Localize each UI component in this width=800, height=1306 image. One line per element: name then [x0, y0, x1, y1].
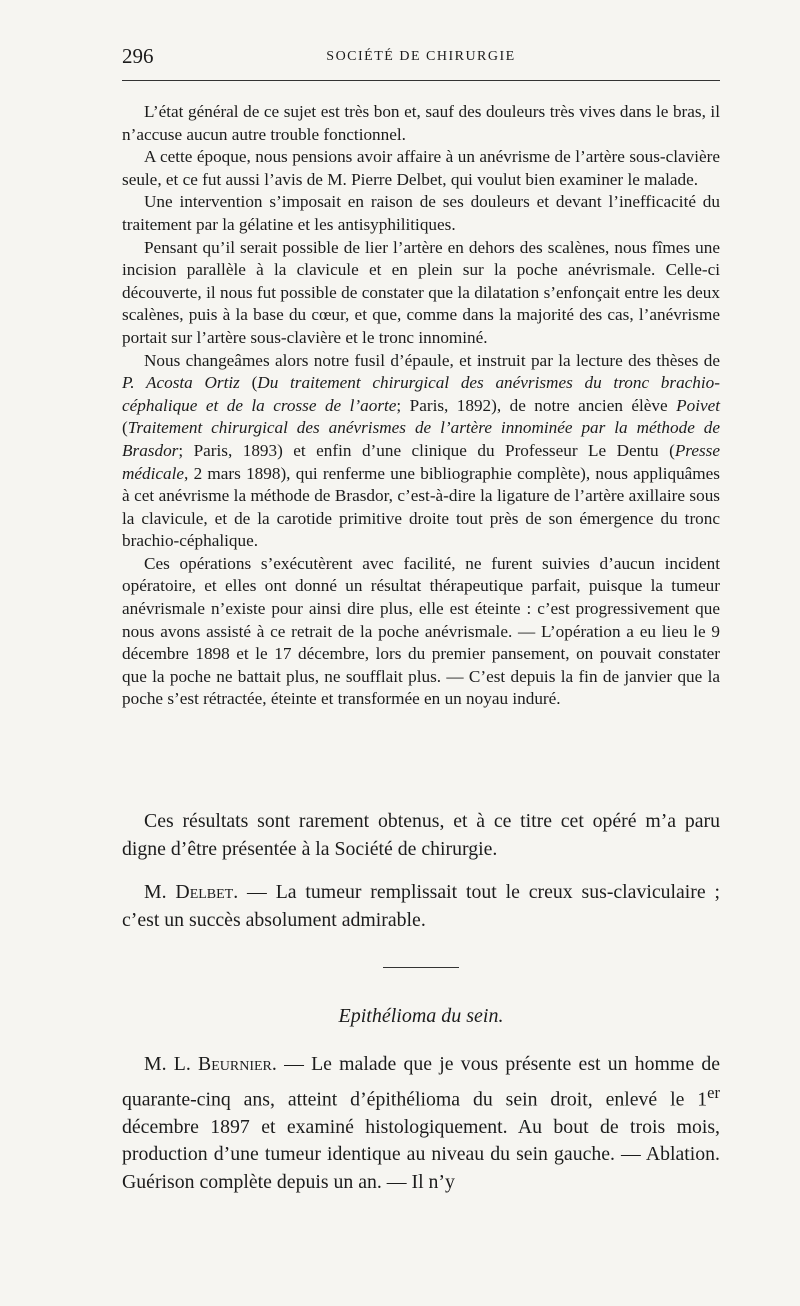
text-run: (	[122, 418, 128, 438]
speaker-prefix: M.	[144, 881, 176, 903]
paragraph-4: Pensant qu’il serait possible de lier l’artère en dehors des scalènes, nous fîmes une incision parallèle à la clavicule et en plein sur la poche anévrismale. Celle-ci découverte, il nous fut possible de constater que la dilatation s’enfonçait entre les deux scalènes, puis à la base du cœur, et que, comme dans la majorité des cas, l’anévrisme portait sur l’artère sous-clavière et le tronc innominé.	[122, 237, 720, 347]
paragraph-8	[122, 879, 720, 934]
speaker-name: Beurnier	[198, 1053, 272, 1075]
new-case-body	[122, 1051, 720, 1196]
speaker-prefix: M. L.	[144, 1053, 199, 1075]
text-run: . — La tumeur remplissait tout le creux sus-claviculaire ; c’est un succès absolument admirable.	[122, 881, 721, 931]
paragraph-5	[122, 350, 720, 553]
text-run: , 2 mars 1898), qui renferme une bibliographie complète), nous appliquâmes à cet anévrisme la méthode de Brasdor, c’est-à-dire la ligature de l’artère axillaire sous la clavicule, et de la carotide primitive droite tout près de son émergence du tronc brachio-céphalique.	[122, 463, 720, 551]
speaker-name: Delbet	[175, 881, 234, 903]
author-citation: Poivet	[676, 395, 721, 415]
thesis-title: Traitement chirurgical des anévrismes de l’artère innominée par la méthode de Brasdor	[122, 418, 720, 460]
paragraph-1: L’état général de ce sujet est très bon et, sauf des douleurs très vives dans le bras, il n’accuse aucun autre trouble fonctionnel.	[122, 102, 720, 144]
ordinal-superscript: er	[707, 1082, 720, 1102]
journal-citation: Presse médicale	[122, 440, 720, 483]
running-title: SOCIÉTÉ DE CHIRURGIE	[326, 49, 516, 64]
text-run: (	[239, 373, 258, 393]
paragraph-7: Ces résultats sont rarement obtenus, et à ce titre cet opéré m’a paru digne d’être présentée à la Société de chirurgie.	[122, 810, 720, 860]
section-title: Epithélioma du sein.	[338, 1005, 504, 1027]
author-citation: P. Acosta Ortiz	[122, 373, 240, 393]
text-run: . — Le malade que je vous présente est un homme de quarante-cinq ans, atteint d’épithélioma du sein droit, enlevé le 1	[122, 1053, 720, 1111]
paragraph-9	[122, 1051, 720, 1196]
text-run: décembre 1897 et examiné histologiquement. Au bout de trois mois, production d’une tumeur identique au niveau du sein gauche. — Ablation. Guérison complète depuis un an. — Il n’y	[122, 1115, 720, 1193]
header-rule	[122, 80, 720, 81]
conclusion-body	[122, 808, 720, 934]
thesis-title: Du traitement chirurgical des anévrismes du tronc brachio-céphalique et de la crosse de l’aorte	[122, 373, 720, 415]
paragraph-6: Ces opérations s’exécutèrent avec facilité, ne furent suivies d’aucun incident opératoire, et elles ont donné un résultat thérapeutique parfait, puisque la tumeur anévrismale n’existe pour ainsi dire plus, elle est éteinte : c’est progressivement que nous avons assisté à ce retrait de la poche anévrismale. — L’opération a eu lieu le 9 décembre 1898 et le 17 décembre, lors du premier pansement, on pouvait constater que la poche ne battait plus, ne soufflait plus. — C’est depuis la fin de janvier que la poche s’est rétractée, éteinte et transformée en un noyau induré.	[122, 553, 720, 709]
text-run: ; Paris, 1893) et enfin d’une clinique du Professeur Le Dentu (	[178, 440, 675, 460]
section-divider	[383, 967, 459, 968]
page-number: 296	[122, 44, 154, 68]
text-run: ; Paris, 1892), de notre ancien élève	[396, 395, 677, 415]
page-header	[122, 44, 720, 72]
case-report-body	[122, 101, 720, 711]
paragraph-3: Une intervention s’imposait en raison de ses douleurs et devant l’inefficacité du traitement par la gélatine et les antisyphilitiques.	[122, 192, 720, 234]
paragraph-2: A cette époque, nous pensions avoir affaire à un anévrisme de l’artère sous-clavière seule, et ce fut aussi l’avis de M. Pierre Delbet, qui voulut bien examiner le malade.	[122, 147, 720, 189]
text-run: Nous changeâmes alors notre fusil d’épaule, et instruit par la lecture des thèses de	[144, 350, 720, 370]
